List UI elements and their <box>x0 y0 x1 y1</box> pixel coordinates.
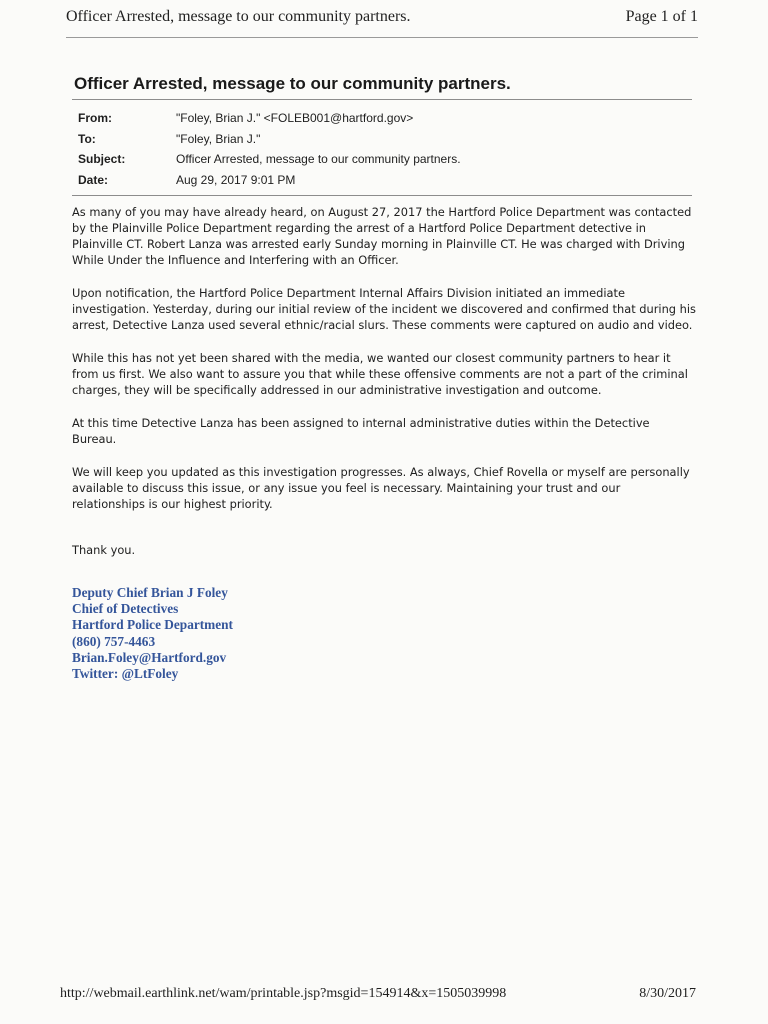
body-paragraph: We will keep you updated as this investigation progresses. As always, Chief Rovella or myself are personally available to discuss this issue, or any issue you feel is necessary. Maintaining your trust and our relationships is our highest priority. <box>72 465 690 511</box>
signature-name: Deputy Chief Brian J Foley <box>72 585 228 600</box>
body-paragraph: As many of you may have already heard, on August 27, 2017 the Hartford Police Department was contacted by the Plainville Police Department regarding the arrest of a Hartford Police Department detective in Plainville CT. Robert Lanza was arrested early Sunday morning in Plainville CT. He was charged with Driving While Under the Influence and Interfering with an Officer. <box>72 205 692 267</box>
signature-block <box>72 585 233 682</box>
meta-row-subject <box>78 152 692 173</box>
email-body <box>72 204 696 575</box>
footer-url: http://webmail.earthlink.net/wam/printable.jsp?msgid=154914&x=1505039998 <box>60 986 507 1001</box>
email-title: Officer Arrested, message to our community partners. <box>74 74 511 93</box>
from-label: From: <box>78 111 112 125</box>
body-paragraph: At this time Detective Lanza has been assigned to internal administrative duties within the Detective Bureau. <box>72 416 650 446</box>
page-number: Page 1 of 1 <box>625 8 698 25</box>
subject-label: Subject: <box>78 152 126 166</box>
body-paragraph: While this has not yet been shared with the media, we wanted our closest community partners to hear it from us first. We also want to assure you that while these offensive comments are not a part of the criminal charges, they will be specifically addressed in our administrative investigation and outcome. <box>72 351 688 397</box>
signature-email: Brian.Foley@Hartford.gov <box>72 649 227 665</box>
closing-text: Thank you. <box>72 543 136 557</box>
from-value: "Foley, Brian J." <FOLEB001@hartford.gov> <box>176 111 414 125</box>
signature-phone: (860) 757-4463 <box>72 633 156 649</box>
meta-row-date <box>78 173 692 194</box>
subject-value: Officer Arrested, message to our community partners. <box>176 152 461 166</box>
footer-date: 8/30/2017 <box>639 986 696 1001</box>
signature-twitter: Twitter: @LtFoley <box>72 666 179 682</box>
title-divider <box>72 99 692 100</box>
to-label: To: <box>78 131 96 146</box>
print-header-title: Officer Arrested, message to our community partners. <box>66 8 411 25</box>
signature-title: Chief of Detectives <box>72 601 179 617</box>
body-paragraph: Upon notification, the Hartford Police Department Internal Affairs Division initiated an immediate investigation. Yesterday, during our initial review of the incident we discovered and confirmed that during his arrest, Detective Lanza used several ethnic/racial slurs. These comments were captured on audio and video. <box>72 286 696 332</box>
to-value: "Foley, Brian J." <box>176 131 261 146</box>
email-meta <box>78 111 692 193</box>
meta-row-from <box>78 111 692 132</box>
signature-department: Hartford Police Department <box>72 617 233 633</box>
header-divider <box>66 37 698 38</box>
date-label: Date: <box>78 172 109 187</box>
meta-row-to <box>78 132 692 153</box>
date-value: Aug 29, 2017 9:01 PM <box>176 172 296 187</box>
meta-divider <box>72 195 692 196</box>
